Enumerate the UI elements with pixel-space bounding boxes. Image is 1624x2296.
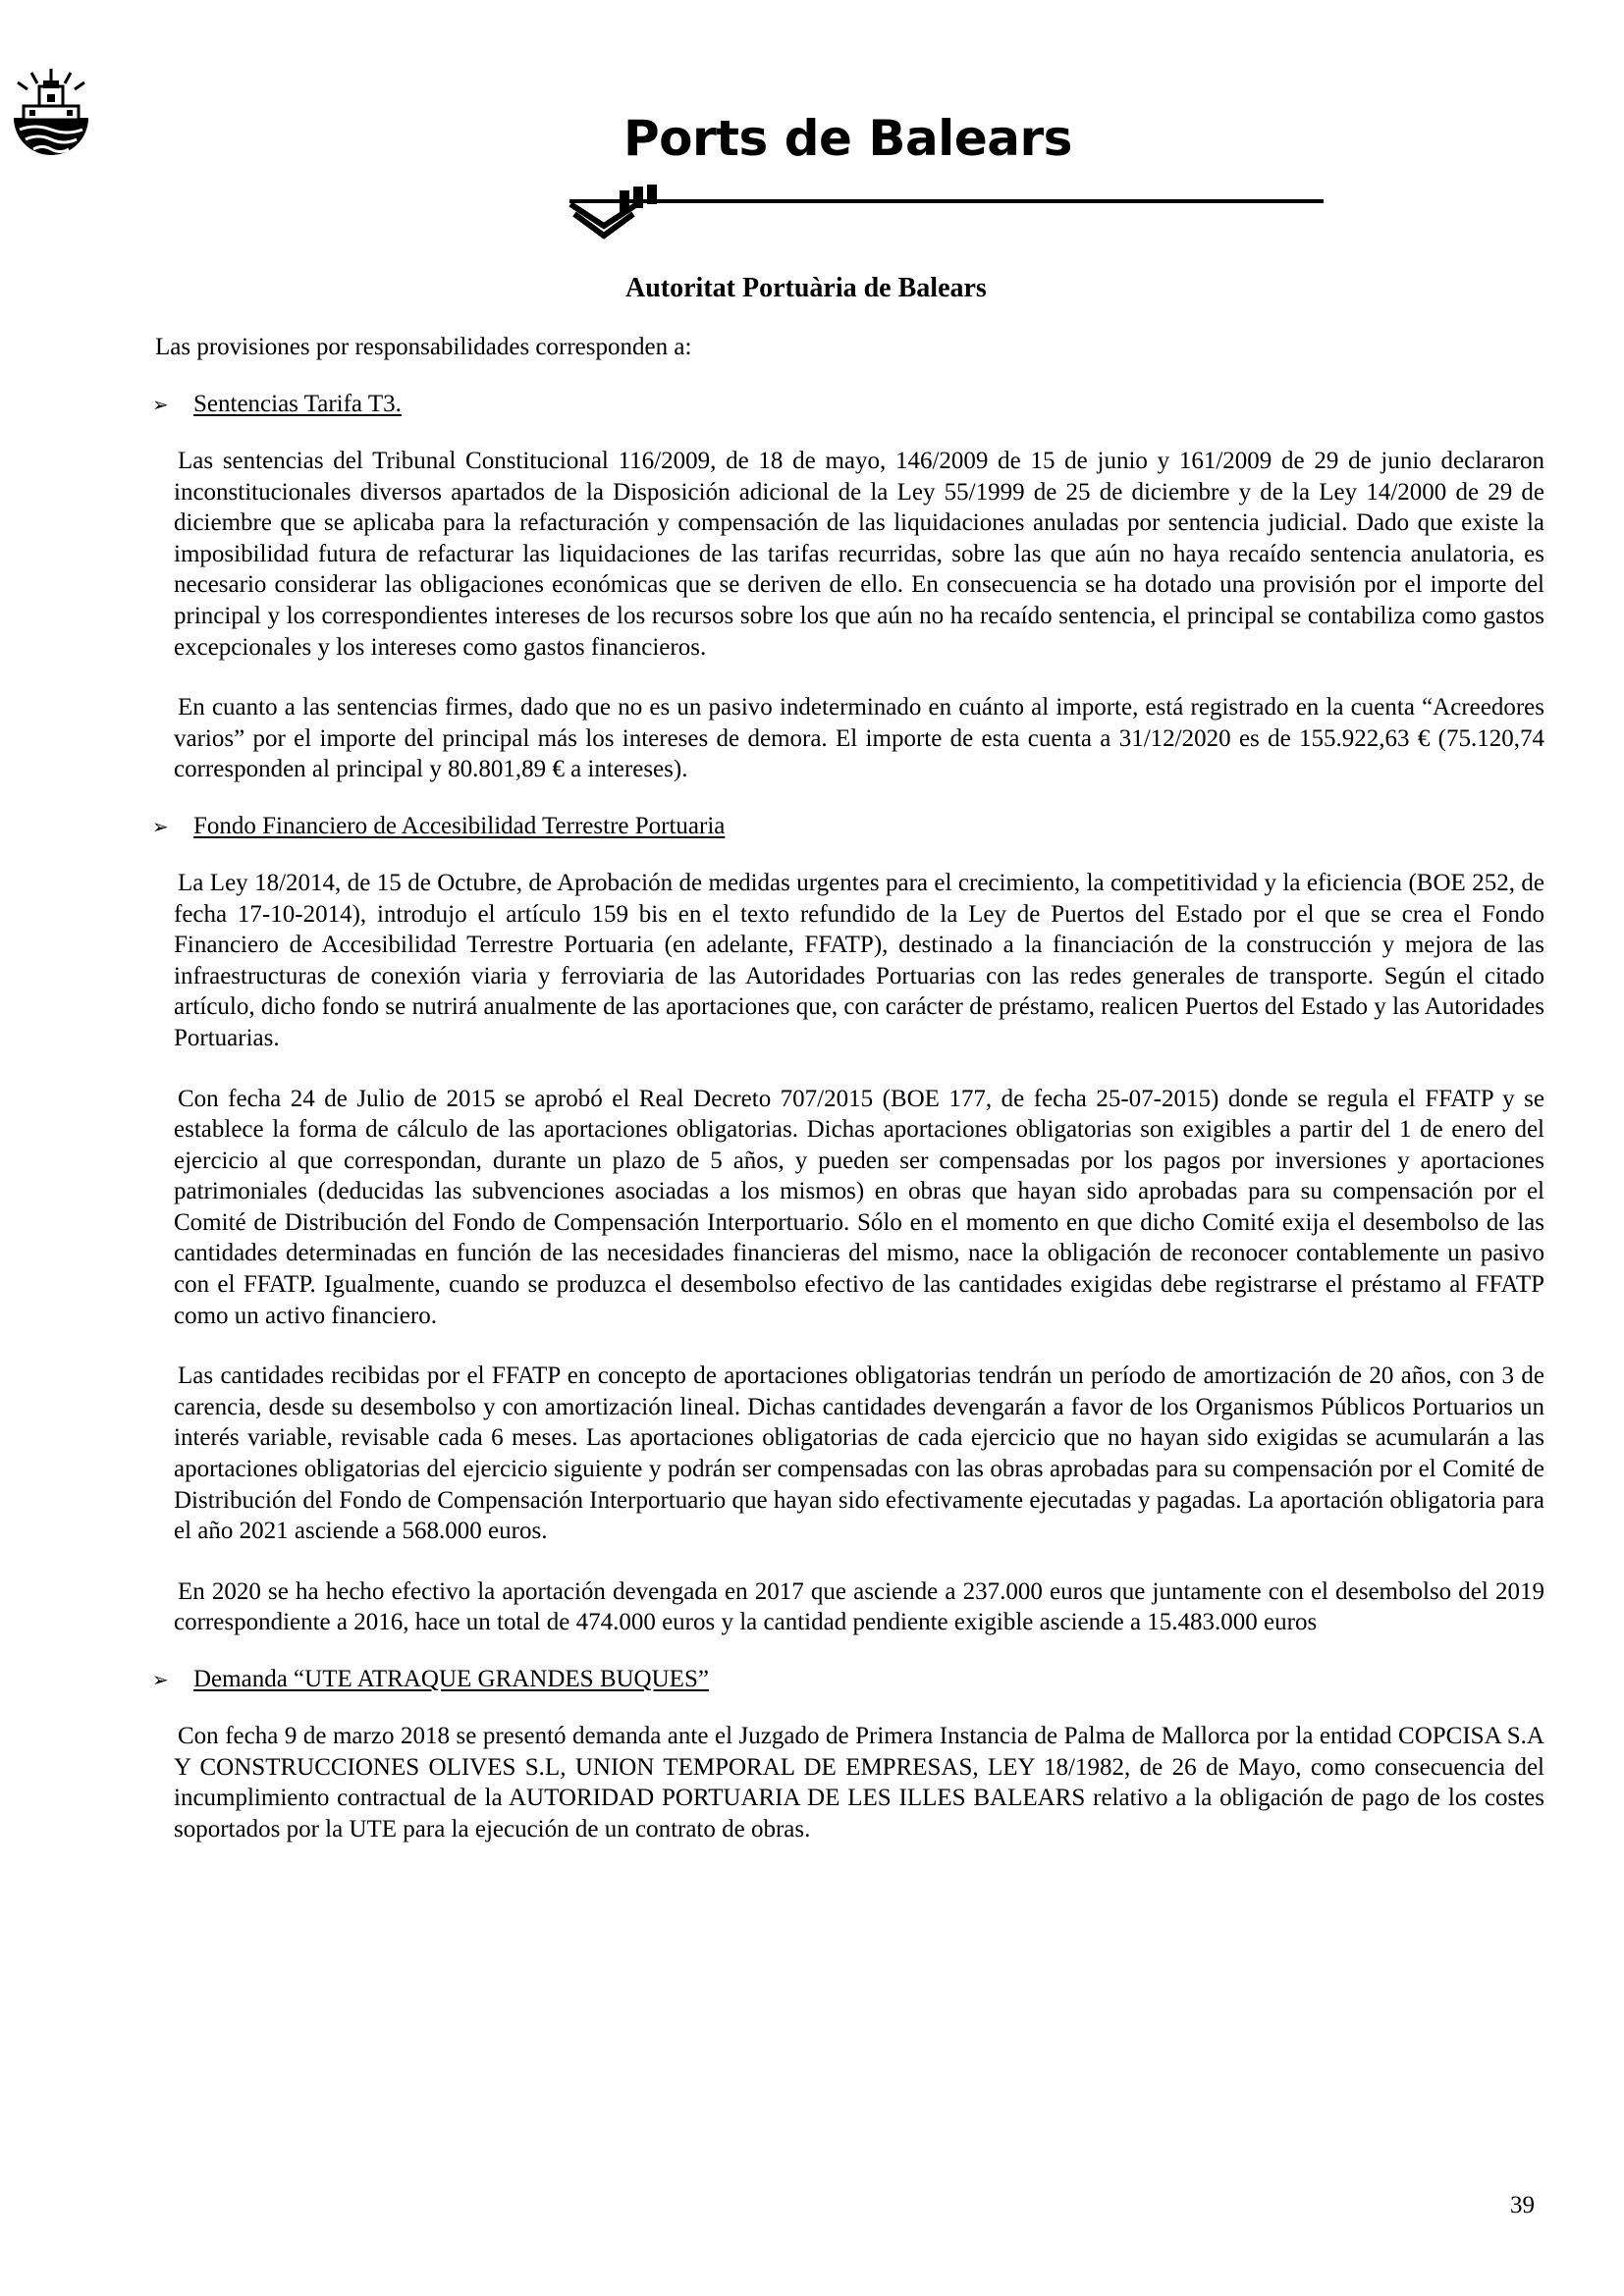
arrowhead-bullet-icon: ➢ xyxy=(152,1668,169,1691)
section-title: Fondo Financiero de Accesibilidad Terrestre Portuaria xyxy=(193,812,726,839)
paragraph: En cuanto a las sentencias firmes, dado que no es un pasivo indeterminado en cuánto al importe, está registrado en la cuenta “Acreedores varios” por el importe del principal más los intereses de demora. El importe de esta cuenta a 31/12/2020 es de 155.922,63 € (75.120,74 corresponden al principal y 80.801,89 € a intereses). xyxy=(174,694,1544,783)
paragraph: Las sentencias del Tribunal Constitucional 116/2009, de 18 de mayo, 146/2009 de 15 de junio y 161/2009 de 29 de junio declararon inconstitucionales diversos apartados de la Disposición adicional de la Ley 55/1999 de 25 de diciembre y de la Ley 14/2000 de 29 de diciembre que se aplicaba para la refacturación y compensación de las liquidaciones anuladas por sentencia judicial. Dado que existe la imposibilidad futura de refacturar las liquidaciones de las tarifas recurridas, sobre las que aún no haya recaído sentencia anulatoria, es necesario considerar las obligaciones económicas que se deriven de ello. En consecuencia se ha dotado una provisión por el importe del principal y los correspondientes intereses de los recursos sobre los que aún no ha recaído sentencia, el principal se contabiliza como gastos excepcionales y los intereses como gastos financieros. xyxy=(174,448,1544,661)
arrowhead-bullet-icon: ➢ xyxy=(152,393,169,416)
document-body xyxy=(152,332,1544,1844)
section-heading xyxy=(152,811,1544,842)
paragraph: La Ley 18/2014, de 15 de Octubre, de Aprobación de medidas urgentes para el crecimiento, la competitividad y la eficiencia (BOE 252, de fecha 17-10-2014), introdujo el artículo 159 bis en el texto refundido de la Ley de Puertos del Estado por el que se crea el Fondo Financiero de Accesibilidad Terrestre Portuaria (en adelante, FFATP), destinado a la financiación de la construcción y mejora de las infraestructuras de conexión viaria y ferroviaria de las Autoridades Portuarias con las redes generales de transporte. Según el citado artículo, dicho fondo se nutrirá anualmente de las aportaciones que, con carácter de préstamo, realicen Puertos del Estado y las Autoridades Portuarias. xyxy=(174,869,1544,1051)
section-title: Demanda “UTE ATRAQUE GRANDES BUQUES” xyxy=(193,1666,709,1692)
lighthouse-seal-icon xyxy=(10,67,92,169)
page-number: 39 xyxy=(1510,2192,1535,2218)
paragraph: Con fecha 9 de marzo 2018 se presentó demanda ante el Juzgado de Primera Instancia de Palma de Mallorca por la entidad COPCISA S.A Y CONSTRUCCIONES OLIVES S.L, UNION TEMPORAL DE EMPRESAS, LEY 18/1982, de 26 de Mayo, como consecuencia del incumplimiento contractual de la AUTORIDAD PORTUARIA DE LES ILLES BALEARS relativo a la obligación de pago de los costes soportados por la UTE para la ejecución de un contrato de obras. xyxy=(174,1723,1544,1842)
brand-subtitle: Autoritat Portuària de Balears xyxy=(625,274,987,299)
section-heading xyxy=(152,389,1544,420)
section-heading xyxy=(152,1664,1544,1695)
section-title: Sentencias Tarifa T3. xyxy=(193,391,402,417)
paragraph: En 2020 se ha hecho efectivo la aportación devengada en 2017 que asciende a 237.000 euros que juntamente con el desembolso del 2019 correspondiente a 2016, hace un total de 474.000 euros y la cantidad pendiente exigible asciende a 15.483.000 euros xyxy=(174,1577,1544,1636)
brand-title: Ports de Balears xyxy=(623,110,1072,167)
ports-de-balears-logo-mark xyxy=(565,185,694,245)
page-header xyxy=(0,0,1624,314)
paragraph: Las cantidades recibidas por el FFATP en concepto de aportaciones obligatorias tendrán un período de amortización de 20 años, con 3 de carencia, desde su desembolso y con amortización lineal. Dichas cantidades devengarán a favor de los Organismos Públicos Portuarios un interés variable, revisable cada 6 meses. Las aportaciones obligatorias de cada ejercicio que no hayan sido exigidas se acumularán a las aportaciones obligatorias del ejercicio siguiente y podrán ser compensadas con las obras aprobadas para su compensación por el Comité de Distribución del Fondo de Compensación Interportuario que hayan sido efectivamente ejecutadas y pagadas. La aportación obligatoria para el año 2021 asciende a 568.000 euros. xyxy=(174,1362,1544,1545)
intro-text: Las provisiones por responsabilidades corresponden a: xyxy=(155,334,692,360)
paragraph: Con fecha 24 de Julio de 2015 se aprobó el Real Decreto 707/2015 (BOE 177, de fecha 25-07-2015) donde se regula el FFATP y se establece la forma de cálculo de las aportaciones obligatorias. Dichas aportaciones obligatorias son exigibles a partir del 1 de enero del ejercicio al que correspondan, durante un plazo de 5 años, y pueden ser compensadas por los pagos por inversiones y aportaciones patrimoniales (deducidas las subvenciones asociadas a los mismos) en obras que hayan sido aprobadas para su compensación por el Comité de Distribución del Fondo de Compensación Interportuario. Sólo en el momento en que dicho Comité exija el desembolso de las cantidades determinadas en función de las necesidades financieras del mismo, nace la obligación de reconocer contablemente un pasivo con el FFATP. Igualmente, cuando se produzca el desembolso efectivo de las cantidades exigidas debe registrarse el préstamo al FFATP como un activo financiero. xyxy=(174,1085,1544,1329)
arrowhead-bullet-icon: ➢ xyxy=(152,814,169,838)
